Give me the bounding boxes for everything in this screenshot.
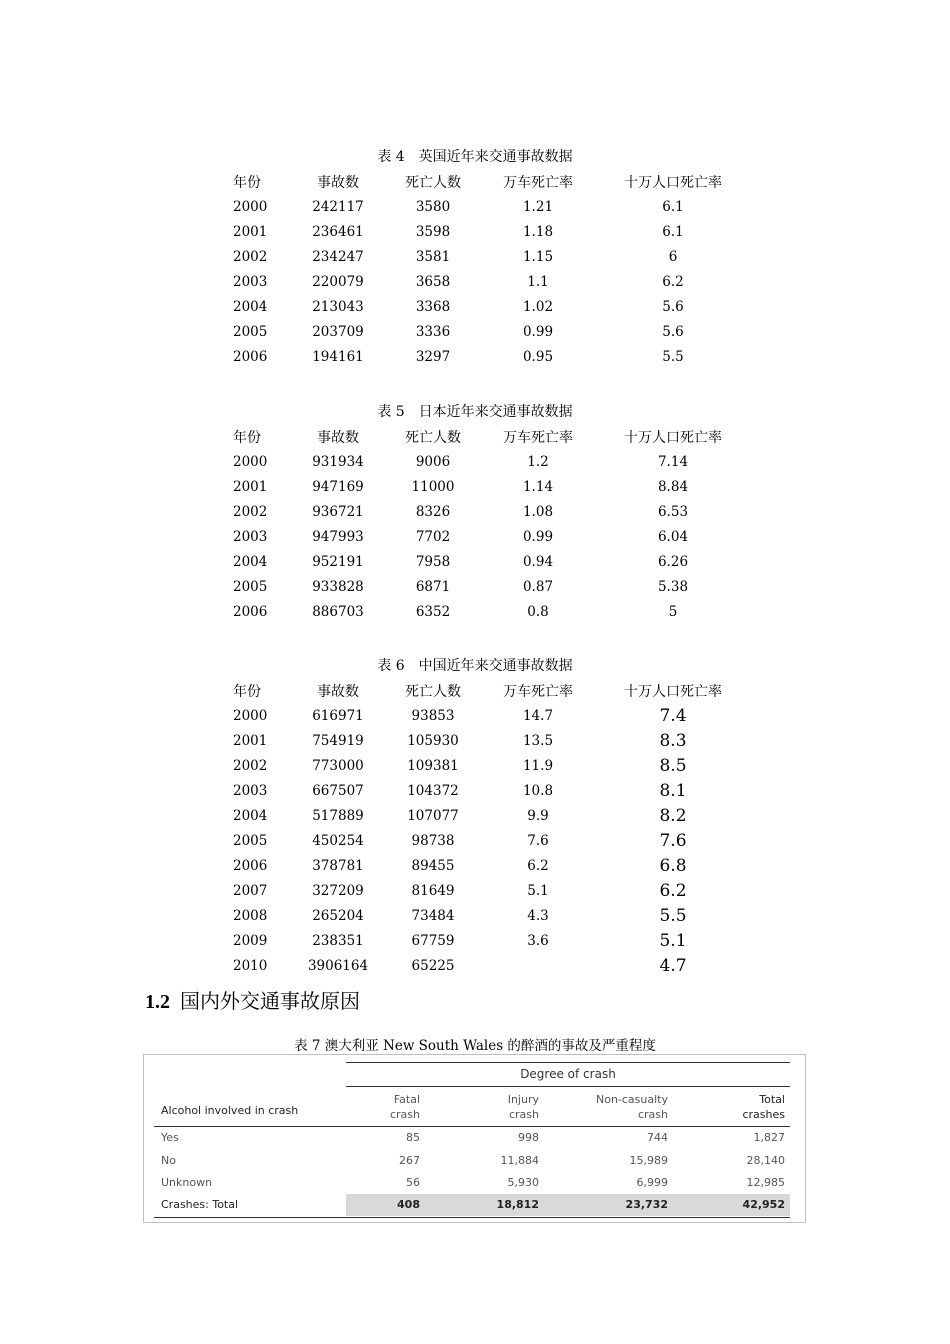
table-cell: 378781	[312, 857, 364, 874]
total-cell: 42,952	[742, 1198, 785, 1211]
table-cell: 3581	[415, 248, 451, 265]
col-header-non-casualty: Non-casualty crash	[595, 1093, 668, 1121]
column-header: 年份	[233, 429, 261, 446]
table7-mid-rule	[346, 1086, 790, 1087]
table-cell: 6.1	[662, 198, 684, 215]
table-cell: 931934	[312, 453, 364, 470]
column-header: 十万人口死亡率	[624, 174, 722, 191]
table-cell: 213043	[312, 298, 364, 315]
table-cell: 3906164	[307, 957, 369, 974]
table-row	[233, 219, 743, 244]
table-cell: 2004	[233, 553, 268, 570]
table-row	[233, 294, 743, 319]
table-cell: 667507	[312, 782, 364, 799]
table-cell: 11.9	[522, 757, 554, 774]
table-cell: 6.8	[659, 855, 687, 876]
section-heading	[145, 985, 360, 1014]
table-cell: 5.1	[527, 882, 549, 899]
table-cell: 7.6	[527, 832, 549, 849]
cell: 5,930	[507, 1176, 539, 1189]
table-cell: 5.6	[662, 298, 684, 315]
table-cell: 220079	[312, 273, 364, 290]
table-cell: 754919	[312, 732, 364, 749]
column-header: 死亡人数	[405, 683, 461, 700]
table-cell: 6352	[415, 603, 451, 620]
table-cell: 9.9	[527, 807, 549, 824]
table-cell: 11000	[411, 478, 455, 495]
col-header-fatal: Fatal crash	[389, 1093, 420, 1121]
cell: 28,140	[746, 1154, 785, 1167]
table-row	[233, 878, 743, 903]
table-cell: 8.2	[659, 805, 687, 826]
table-cell: 1.15	[522, 248, 554, 265]
table-cell: 327209	[312, 882, 364, 899]
table-cell: 2005	[233, 323, 268, 340]
degree-of-crash-label: Degree of crash	[520, 1067, 616, 1081]
table-cell: 6.04	[657, 528, 689, 545]
column-header: 十万人口死亡率	[624, 429, 722, 446]
table-row	[233, 599, 743, 624]
cell: 85	[406, 1131, 420, 1144]
table-cell: 2010	[233, 957, 268, 974]
table-cell: 7702	[415, 528, 451, 545]
table-cell: 6.1	[662, 223, 684, 240]
table-cell: 3658	[415, 273, 451, 290]
table-cell: 1.18	[522, 223, 554, 240]
column-header: 十万人口死亡率	[624, 683, 722, 700]
cell: 11,884	[500, 1154, 539, 1167]
section-number: 1.2	[145, 991, 170, 1013]
table7-header-rule	[154, 1126, 790, 1127]
table-cell: 242117	[312, 198, 364, 215]
table-cell: 5.6	[662, 323, 684, 340]
table-cell: 5.1	[659, 930, 687, 951]
table-cell: 67759	[411, 932, 455, 949]
table-row	[233, 319, 743, 344]
table-cell: 8326	[415, 503, 451, 520]
table-cell: 3297	[415, 348, 451, 365]
table-cell: 1.08	[522, 503, 554, 520]
table-cell: 9006	[415, 453, 451, 470]
table-cell: 3598	[415, 223, 451, 240]
cell: 6,999	[636, 1176, 668, 1189]
table-cell: 234247	[312, 248, 364, 265]
table-cell: 2000	[233, 198, 268, 215]
table-row	[233, 928, 743, 953]
table-cell: 5.38	[657, 578, 689, 595]
table-cell: 886703	[312, 603, 364, 620]
table-cell: 947993	[312, 528, 364, 545]
cell: 56	[406, 1176, 420, 1189]
section-title: 国内外交通事故原因	[180, 989, 360, 1013]
table-row	[233, 953, 743, 978]
table-cell: 2006	[233, 603, 268, 620]
table-cell: 194161	[312, 348, 364, 365]
table-cell: 109381	[407, 757, 459, 774]
column-header: 死亡人数	[405, 174, 461, 191]
table-row	[233, 449, 743, 474]
table-cell: 936721	[312, 503, 364, 520]
table5	[233, 424, 743, 624]
table-cell: 0.95	[522, 348, 554, 365]
cell: 744	[647, 1131, 668, 1144]
header-row	[233, 424, 743, 449]
table-cell: 5.5	[662, 348, 684, 365]
table-cell: 8.5	[659, 755, 687, 776]
row-label-yes: Yes	[161, 1131, 179, 1144]
table-row	[233, 269, 743, 294]
table-cell: 13.5	[522, 732, 554, 749]
table-cell: 3336	[415, 323, 451, 340]
total-cell: 18,812	[496, 1198, 539, 1211]
table-cell: 6.2	[527, 857, 549, 874]
table-row	[233, 194, 743, 219]
table-cell: 616971	[312, 707, 364, 724]
row-label-total: Crashes: Total	[161, 1198, 239, 1211]
table-cell: 4.3	[527, 907, 549, 924]
table-cell: 7.14	[657, 453, 689, 470]
table-cell: 8.84	[657, 478, 689, 495]
column-header: 万车死亡率	[503, 174, 573, 191]
cell: 998	[518, 1131, 539, 1144]
table-cell: 2002	[233, 248, 268, 265]
table-cell: 1.02	[522, 298, 554, 315]
table-cell: 0.99	[522, 323, 554, 340]
table-row	[233, 524, 743, 549]
total-cell: 23,732	[625, 1198, 668, 1211]
table-row	[233, 244, 743, 269]
table-cell: 1.14	[522, 478, 554, 495]
table-cell: 104372	[407, 782, 459, 799]
table-cell: 8.3	[659, 730, 687, 751]
table-row	[233, 903, 743, 928]
table4-caption: 表 4 英国近年来交通事故数据	[377, 149, 573, 165]
table-row	[233, 753, 743, 778]
header-row	[233, 169, 743, 194]
table-cell: 2007	[233, 882, 268, 899]
column-header: 年份	[233, 174, 261, 191]
table-cell: 2009	[233, 932, 268, 949]
col-header-total: Total crashes	[742, 1093, 785, 1121]
total-cell: 408	[397, 1198, 420, 1211]
table-cell: 107077	[407, 807, 459, 824]
table-cell: 4.7	[659, 955, 687, 976]
table-row	[233, 778, 743, 803]
table-row	[233, 549, 743, 574]
table-cell: 2004	[233, 298, 268, 315]
table-cell: 2001	[233, 223, 268, 240]
table-cell	[473, 953, 603, 978]
column-header: 事故数	[317, 174, 359, 191]
table-cell: 952191	[312, 553, 364, 570]
table-cell: 6.2	[659, 880, 687, 901]
table-cell: 2001	[233, 478, 268, 495]
table-cell: 2004	[233, 807, 268, 824]
table-row	[233, 574, 743, 599]
table-cell: 517889	[312, 807, 364, 824]
table-cell: 6.2	[662, 273, 684, 290]
table-cell: 6	[668, 248, 678, 265]
table-cell: 0.87	[522, 578, 554, 595]
table-cell: 933828	[312, 578, 364, 595]
table7-top-rule	[346, 1062, 790, 1063]
cell: 1,827	[753, 1131, 785, 1144]
table-row	[233, 803, 743, 828]
table-cell: 0.94	[522, 553, 554, 570]
table-cell: 2005	[233, 832, 268, 849]
table-cell: 93853	[411, 707, 455, 724]
table-cell: 2003	[233, 528, 268, 545]
table-cell: 2001	[233, 732, 268, 749]
table-cell: 3580	[415, 198, 451, 215]
table-cell: 2006	[233, 857, 268, 874]
column-header: 年份	[233, 683, 261, 700]
table4	[233, 169, 743, 369]
table-cell: 2000	[233, 453, 268, 470]
column-header: 死亡人数	[405, 429, 461, 446]
table-cell: 2002	[233, 757, 268, 774]
table-row	[233, 728, 743, 753]
table-row	[233, 703, 743, 728]
table-cell: 265204	[312, 907, 364, 924]
table-cell: 2002	[233, 503, 268, 520]
column-header: 万车死亡率	[503, 429, 573, 446]
table-cell: 236461	[312, 223, 364, 240]
table-cell: 73484	[411, 907, 455, 924]
table-cell: 0.8	[527, 603, 549, 620]
table7-bottom-rule	[154, 1217, 790, 1218]
table-cell: 2008	[233, 907, 268, 924]
table6	[233, 678, 743, 978]
row-header-alcohol: Alcohol involved in crash	[161, 1104, 299, 1117]
table-cell: 6.53	[657, 503, 689, 520]
cell: 15,989	[629, 1154, 668, 1167]
column-header: 事故数	[317, 683, 359, 700]
row-label-no: No	[161, 1154, 176, 1167]
table-cell: 450254	[312, 832, 364, 849]
table-cell: 7958	[415, 553, 451, 570]
table-cell: 8.1	[659, 780, 687, 801]
table-cell: 89455	[411, 857, 455, 874]
table5-caption: 表 5 日本近年来交通事故数据	[377, 404, 573, 420]
cell: 12,985	[746, 1176, 785, 1189]
table-cell: 14.7	[522, 707, 554, 724]
table-cell: 98738	[411, 832, 455, 849]
header-row	[233, 678, 743, 703]
table-row	[233, 853, 743, 878]
table-cell: 10.8	[522, 782, 554, 799]
table-cell: 0.99	[522, 528, 554, 545]
table-cell: 1.1	[527, 273, 549, 290]
table-row	[233, 474, 743, 499]
table-cell: 81649	[411, 882, 455, 899]
table-cell: 238351	[312, 932, 364, 949]
table-cell: 203709	[312, 323, 364, 340]
column-header: 事故数	[317, 429, 359, 446]
table-cell: 2000	[233, 707, 268, 724]
table-cell: 7.4	[659, 705, 687, 726]
table-cell: 2006	[233, 348, 268, 365]
table-cell: 3.6	[527, 932, 549, 949]
table-cell: 6.26	[657, 553, 689, 570]
table-cell: 5	[668, 603, 678, 620]
table-cell: 7.6	[659, 830, 687, 851]
table-cell: 5.5	[659, 905, 687, 926]
table7	[143, 1054, 806, 1223]
table-cell: 947169	[312, 478, 364, 495]
table-cell: 2003	[233, 782, 268, 799]
table-cell: 105930	[407, 732, 459, 749]
table-cell: 773000	[312, 757, 364, 774]
table-row	[233, 499, 743, 524]
row-label-unknown: Unknown	[161, 1176, 213, 1189]
table7-caption: 表 7 澳大利亚 New South Wales 的醉酒的事故及严重程度	[294, 1038, 656, 1054]
table-cell: 3368	[415, 298, 451, 315]
table-cell: 2003	[233, 273, 268, 290]
table-cell: 1.2	[527, 453, 549, 470]
col-header-injury: Injury crash	[507, 1093, 539, 1121]
cell: 267	[399, 1154, 420, 1167]
table-cell: 2005	[233, 578, 268, 595]
table-cell: 1.21	[522, 198, 554, 215]
table-row	[233, 828, 743, 853]
table6-caption: 表 6 中国近年来交通事故数据	[377, 658, 573, 674]
column-header: 万车死亡率	[503, 683, 573, 700]
table-row	[233, 344, 743, 369]
table-cell: 65225	[411, 957, 455, 974]
table-cell: 6871	[415, 578, 451, 595]
